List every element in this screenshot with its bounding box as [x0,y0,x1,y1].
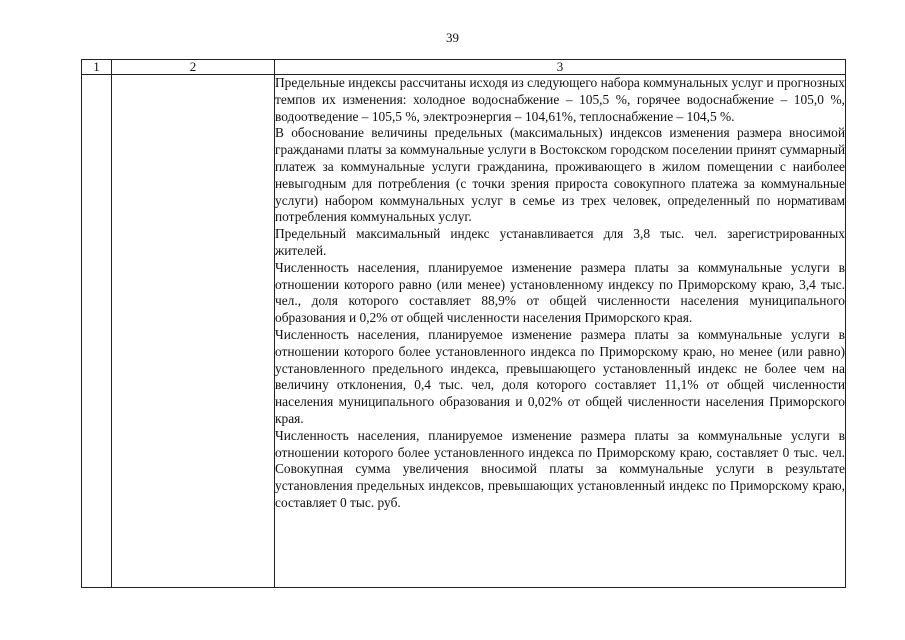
cell-column-3 [275,75,846,588]
column-header-1: 1 [82,60,112,75]
paragraph-limit-indices: Предельные индексы рассчитаны исходя из следующего набора коммунальных услуг и прогнозных темпов их изменения: холодное водоснабжение – 105,5 %, горячее водоснабжение – 105,0 %, водоотведение – 105,5 %, электроэнергия – 104,61%, теплоснабжение – 104,5 %. [275,75,845,124]
table-row [82,75,846,588]
paragraph-registered-residents: Предельный максимальный индекс устанавливается для 3,8 тыс. чел. зарегистрированных жителей. [275,226,845,258]
document-table [81,59,846,588]
paragraph-population-within-deviation: Численность населения, планируемое изменение размера платы за коммунальные услуги в отношении которого более установленного индекса по Приморскому краю, но менее (или равно) установленного предельного индекса, превышающего установленный индекс не более чем на величину отклонения, 0,4 тыс. чел, доля которого составляет 11,1% от общей численности населения муниципального образования и 0,02% от общей численности населения Приморского края. [275,326,845,426]
column-header-2: 2 [112,60,275,75]
paragraph-justification: В обоснование величины предельных (максимальных) индексов изменения размера вносимой гражданами платы за коммунальные услуги в Востокском городском поселении принят суммарный платеж за коммунальные услуги гражданина, проживающего в жилом помещении с наиболее невыгодным для потребления (с точки зрения прироста совокупного платежа за коммунальные услуги) набором коммунальных услуг в семье из трех человек, определенный по нормативам потребления коммунальных услуг. [275,125,845,225]
paragraph-population-above-index: Численность населения, планируемое изменение размера платы за коммунальные услуги в отношении которого более установленного индекса по Приморскому краю, составляет 0 тыс. чел. Совокупная сумма увеличения вносимой платы за коммунальные услуги в результате установления предельных индексов, превышающих установленный индекс по Приморскому краю, составляет 0 тыс. руб. [275,427,845,510]
column-header-3: 3 [275,60,846,75]
table-header-row [82,60,846,75]
cell-column-2 [112,75,275,588]
cell-column-1 [82,75,112,588]
page-number: 39 [446,30,459,45]
paragraph-population-within-index: Численность населения, планируемое изменение размера платы за коммунальные услуги в отношении которого равно (или менее) установленному индексу по Приморскому краю, 3,4 тыс. чел., доля которого составляет 88,9% от общей численности населения муниципального образования и 0,2% от общей численности населения Приморского края. [275,259,845,326]
